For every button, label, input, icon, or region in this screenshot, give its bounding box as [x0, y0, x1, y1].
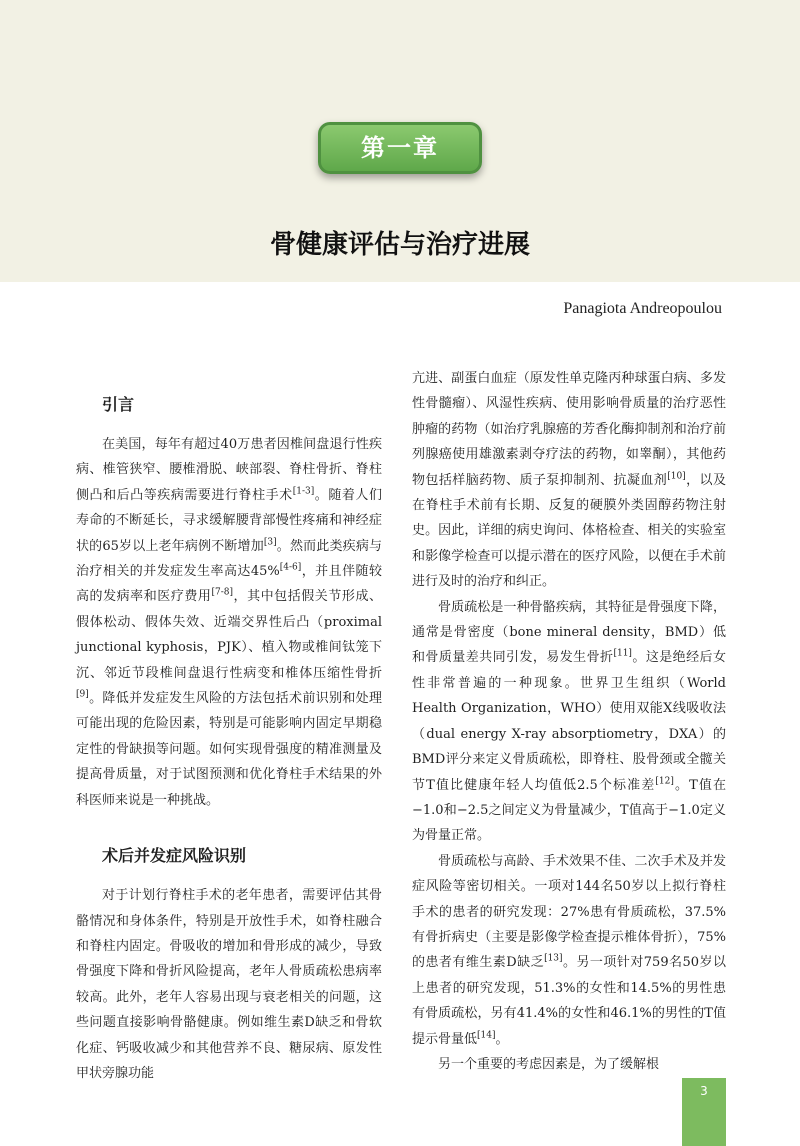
citation: [12]	[655, 776, 674, 787]
author-name: Panagiota Andreopoulou	[563, 300, 722, 317]
text-run: 亢进、副蛋白血症（原发性单克隆丙种球蛋白病、多发性骨髓瘤）、风湿性疾病、使用影响骨质量的治疗恶性肿瘤的药物（如治疗乳腺癌的芳香化酶抑制剂和治疗前列腺癌使用雄激素剥夺疗法的药物，如睾酮），其他药物包括样脑药物、质子泵抑制剂、抗凝血剂	[412, 371, 726, 488]
continued-paragraph	[412, 366, 726, 595]
page-number-tab: 3	[682, 1078, 726, 1146]
text-run: ，以及在脊柱手术前有长期、反复的硬膜外类固醇药物注射史。因此，详细的病史询问、体格检查、相关的实验室和影像学检查可以提示潜在的医疗风险，以便在手术前进行及时的治疗和纠正。	[412, 472, 726, 590]
text-run: 。另一项针对759名50岁以上患者的研究发现，51.3%的女性和14.5%的男性患有骨质疏松，另有41.4%的女性和46.1%的男性的T值提示骨量低	[412, 955, 726, 1047]
citation: [7-8]	[211, 588, 233, 599]
risk-paragraph: 对于计划行脊柱手术的老年患者，需要评估其骨骼情况和身体条件，特别是开放性手术，如脊柱融合和脊柱内固定。骨吸收的增加和骨形成的减少，导致骨强度下降和骨折风险提高，老年人骨质疏松患病率较高。此外，老年人容易出现与衰老相关的问题，这些问题直接影响骨骼健康。例如维生素D缺乏和骨软化症、钙吸收减少和其他营养不良、糖尿病、原发性甲状旁腺功能	[76, 888, 382, 1081]
citation: [9]	[76, 689, 89, 700]
osteoporosis-paragraph	[412, 595, 726, 849]
chapter-badge: 第一章	[318, 122, 482, 174]
citation: [10]	[667, 471, 686, 482]
study-paragraph	[412, 849, 726, 1052]
text-run: 。	[495, 1031, 509, 1047]
citation: [4-6]	[279, 562, 302, 573]
text-run: 。然而此类疾病与治疗相关的并发症发生率高达45%	[76, 538, 382, 580]
text-run: 。T值在−1.0和−2.5之间定义为骨量减少，T值高于−1.0定义为骨量正常。	[412, 777, 726, 844]
citation: [11]	[613, 649, 632, 660]
right-column	[412, 366, 726, 1077]
text-run: 在美国，每年有超过40万患者因椎间盘退行性疾病、椎管狭窄、腰椎滑脱、峡部裂、脊柱骨折、脊柱侧凸和后凸等疾病需要进行脊柱手术	[76, 437, 382, 503]
left-column	[76, 388, 382, 1086]
text-run: 骨质疏松是一种骨骼疾病，其特征是骨强度下降，通常是骨密度（bone mineral density，BMD）低和骨质量差共同引发，易发生骨折	[412, 599, 726, 666]
text-run: ，其中包括假关节形成、假体松动、假体失效、近端交界性后凸（proximal junctional kyphosis，PJK）、植入物或椎间钛笼下沉、邻近节段椎间盘退行性病变和椎体压缩性骨折	[76, 589, 382, 681]
consideration-paragraph: 另一个重要的考虑因素是，为了缓解根	[438, 1056, 660, 1072]
citation: [13]	[544, 954, 563, 965]
section-heading-risk: 术后并发症风险识别	[102, 846, 247, 866]
text-run: 。随着人们寿命的不断延长，寻求缓解腰背部慢性疼痛和神经症状的65岁以上老年病例不断增加	[76, 487, 382, 554]
citation: [3]	[263, 537, 277, 548]
section-heading-introduction: 引言	[102, 395, 135, 414]
introduction-paragraph	[76, 432, 382, 813]
text-run: 骨质疏松与高龄、手术效果不佳、二次手术及并发症风险等密切相关。一项对144名50岁以上拟行脊柱手术的患者的研究发现：27%患有骨质疏松，37.5%有骨折病史（主要是影像学检查提示椎体骨折），75%的患者有维生素D缺乏	[412, 853, 726, 971]
text-run: ，并且伴随较高的发病率和医疗费用	[76, 564, 382, 605]
text-run: 。这是绝经后女性非常普遍的一种现象。世界卫生组织（World Health Organization，WHO）使用双能X线吸收法（dual energy X-ray absorptiometry，DXA）的BMD评分来定义骨质疏松，即脊柱、股骨颈或全髋关节T值比健康年轻人均值低2.5个标准差	[412, 650, 726, 793]
citation: [14]	[477, 1030, 496, 1041]
text-run: 。降低并发症发生风险的方法包括术前识别和处理可能出现的危险因素，特别是可能影响内固定早期稳定性的骨缺损等问题。如何实现骨强度的精准测量及提高骨质量，对于试图预测和优化脊柱手术结果的外科医师来说是一种挑战。	[76, 691, 382, 808]
chapter-title: 骨健康评估与治疗进展	[269, 230, 530, 260]
citation: [1-3]	[292, 486, 315, 497]
